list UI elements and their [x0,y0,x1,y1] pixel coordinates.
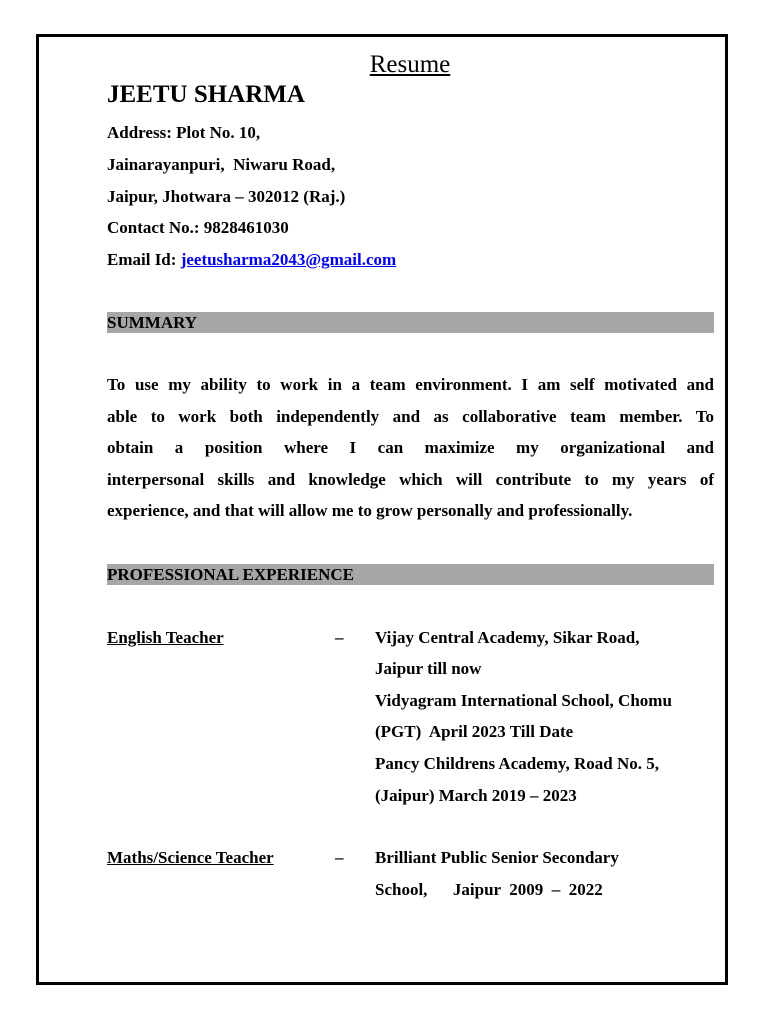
experience-1-detail-6: (Jaipur) March 2019 – 2023 [375,786,577,805]
experience-1-detail-2: Jaipur till now [375,659,482,678]
experience-1-detail-4: (PGT) April 2023 Till Date [375,722,574,741]
email-link[interactable]: jeetusharma2043@gmail.com [180,250,397,269]
experience-separator-1: – [335,628,344,647]
summary-line-3: obtain a position where I can maximize my organizational and [107,438,714,457]
experience-separator-2: – [335,848,344,867]
document-title: Resume [369,51,451,78]
experience-2-detail-1: Brilliant Public Senior Secondary [375,848,619,867]
summary-line-4: interpersonal skills and knowledge which will contribute to my years of [107,470,714,489]
experience-2-detail-2: School, Jaipur 2009 – 2022 [375,880,603,899]
address-line-3: Jaipur, Jhotwara – 302012 (Raj.) [107,187,346,206]
summary-line-1: To use my ability to work in a team environment. I am self motivated and [107,375,714,394]
candidate-name: JEETU SHARMA [107,81,305,108]
address-line-2: Jainarayanpuri, Niwaru Road, [107,155,336,174]
experience-1-detail-3: Vidyagram International School, Chomu [375,691,672,710]
address-line-1: Address: Plot No. 10, [107,123,261,142]
contact-number: Contact No.: 9828461030 [107,218,289,237]
experience-role-2: Maths/Science Teacher [107,848,274,867]
summary-line-5: experience, and that will allow me to grow personally and professionally. [107,501,633,520]
experience-1-detail-1: Vijay Central Academy, Sikar Road, [375,628,640,647]
experience-role-1: English Teacher [107,628,224,647]
experience-heading: PROFESSIONAL EXPERIENCE [107,564,714,585]
email-row [107,249,396,271]
experience-1-detail-5: Pancy Childrens Academy, Road No. 5, [375,754,659,773]
email-label: Email Id: [107,250,181,269]
summary-heading: SUMMARY [107,312,714,333]
summary-line-2: able to work both independently and as collaborative team member. To [107,407,714,426]
